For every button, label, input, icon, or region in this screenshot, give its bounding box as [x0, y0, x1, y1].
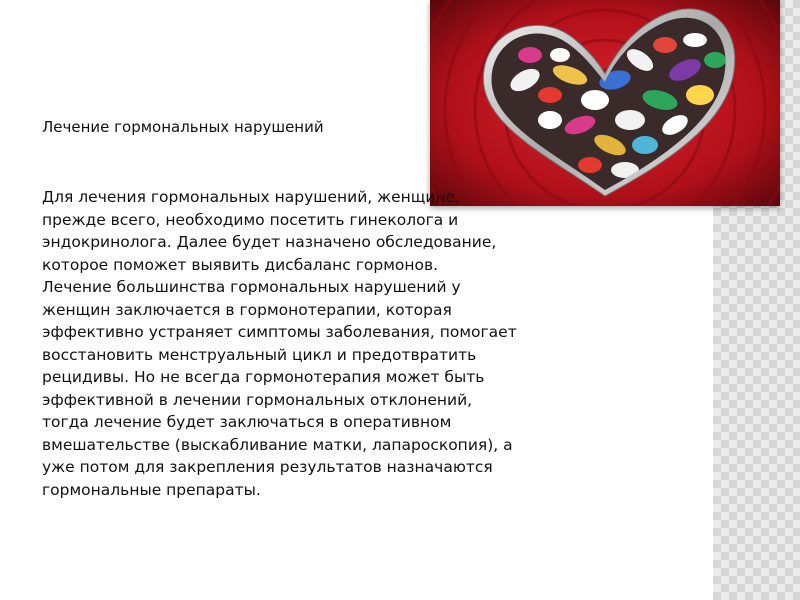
pills-heart-image: [430, 0, 780, 206]
pills-heart-illustration: [430, 0, 780, 206]
body-main-paragraph: Лечение большинства гормональных нарушений у женщин заключается в гормонотерапии, которая эффективно устраняет симптомы заболевания, помогает восстановить менструальный цикл и предотвратить рецидивы. Но не всегда гормонотерапия может быть эффективной в лечении гормональных отклонений, тогда лечение будет заключаться в оперативном вмешательстве (выскабливание матки, лапароскопия), а уже потом для закрепления результатов назначаются гормональные препараты.: [42, 278, 517, 499]
slide-body: [42, 186, 602, 501]
slide-title: Лечение гормональных нарушений: [42, 118, 324, 136]
body-intro-paragraph: Для лечения гормональных нарушений, женщине, прежде всего, необходимо посетить гинеколога и эндокринолога. Далее будет назначено обследование, которое поможет выявить дисбаланс гормонов.: [42, 188, 497, 274]
